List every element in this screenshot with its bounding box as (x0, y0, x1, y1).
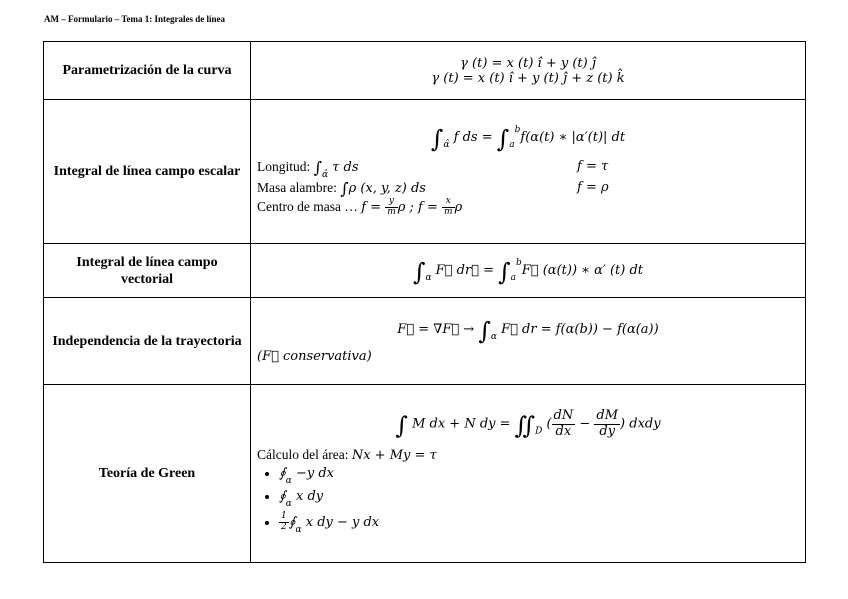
formula-cell (251, 42, 806, 100)
area-line: Cálculo del área: Nx + My = τ (257, 446, 437, 463)
formula-cell (251, 298, 806, 385)
list-item: • $∮_\alpha -y$ dx (279, 466, 799, 486)
mass-line: Masa alambre: ∫ρ (x, y, z) ds (257, 179, 426, 199)
formula-cell (251, 244, 806, 298)
conservative-note: (F⃗ conservativa) (257, 348, 372, 364)
row-label: Parametrización de la curva (44, 42, 251, 100)
center-mass-line: Centro de masa … f = $\frac{y}{m}$ ρ ; f = $\frac{x}{m}$ ρ (257, 196, 463, 217)
list-item: • $\frac{1}{2}$ $∮_\alpha$ x dy − y dx (279, 512, 799, 535)
document-header: AM – Formulario – Tema 1: Integrales de línea (44, 14, 225, 24)
param-3d-formula: γ (t) = x (t) ı̂ + y (t) ȷ̂ + z (t) k̂ (431, 70, 625, 86)
row-label: Teoría de Green (44, 385, 251, 563)
green-formula: ∫ M dx + N dy = $∬_D$ ( $\frac{dN}{dx}$ − $\frac{dM}{dy}$ ) dxdy (395, 408, 661, 440)
mass-f: f = ρ (577, 180, 609, 196)
formula-cell (251, 385, 806, 563)
independence-formula: F⃗ = ∇F⃗ → $\int_\alpha$ F⃗ dr = f(α(b)) − f(α(a)) (397, 316, 659, 345)
row-escalar (44, 100, 806, 244)
formula-cell (251, 100, 806, 244)
formula-table (43, 41, 806, 563)
area-formulas-list (257, 466, 799, 535)
row-label: Integral de línea campo escalar (44, 100, 251, 244)
vector-integral-formula: $\int_\alpha$ F⃗ dr⃗ = $\int_a^bF⃗$ (α(t)) ∗ α′ (t) dt (412, 257, 644, 286)
length-f: f = τ (577, 159, 609, 175)
row-vectorial (44, 244, 806, 298)
list-item: • $∮_\alpha$ x dy (279, 489, 799, 509)
param-2d-formula: γ (t) = x (t) ı̂ + y (t) ȷ̂ (460, 55, 596, 71)
length-line: Longitud: $\int_{\alphâ}$ τ ds (257, 158, 359, 181)
row-independencia (44, 298, 806, 385)
row-label: Independencia de la trayectoria (44, 298, 251, 385)
scalar-integral-formula: $\int_{\alphâ}$ f ds = $\int_a^bf(\alpha(t)$ ∗ |α′(t)| dt (430, 125, 626, 154)
row-green (44, 385, 806, 563)
row-label: Integral de línea campo vectorial (44, 244, 251, 298)
row-parametrizacion (44, 42, 806, 100)
